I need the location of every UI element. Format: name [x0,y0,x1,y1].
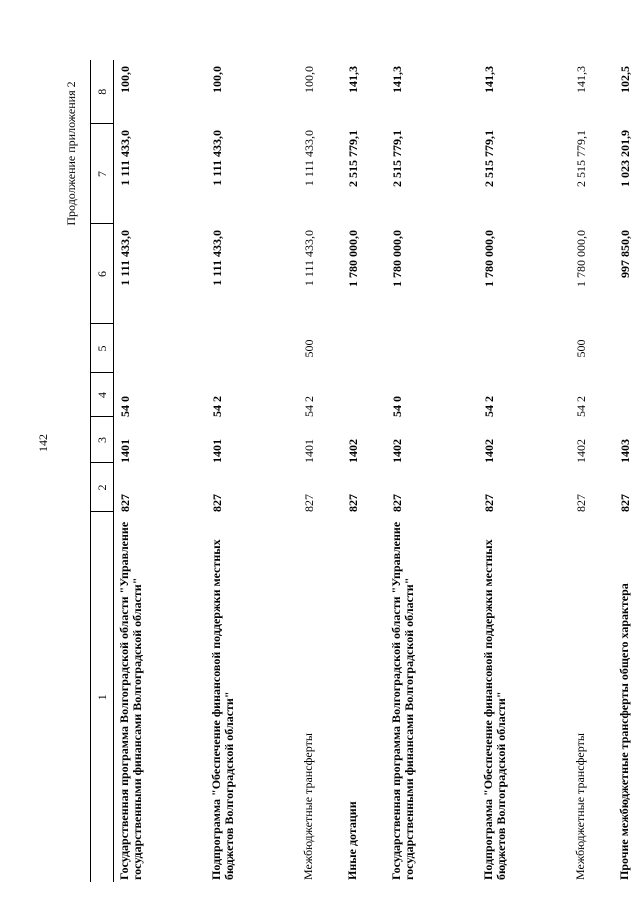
row-label-cell: Межбюджетные трансферты [573,733,587,880]
value-cell-c2: 827 [618,494,632,512]
value-cell-c3: 1403 [618,439,632,463]
row-label-cell: Подпрограмма "Обеспечение финансовой поддержки местных бюджетов Волгоградской области" [209,539,236,880]
value-cell-c6: 1 780 000,0 [346,230,360,287]
value-cell-c8: 102,5 [618,66,632,93]
value-cell-c3: 1401 [302,439,316,463]
value-cell-c5 [614,324,640,373]
value-cell-c2: 827 [390,494,404,512]
value-cell-c7: 2 515 779,1 [574,130,588,187]
value-cell-c3: 1402 [390,439,404,463]
row-label-cell: Подпрограмма "Обеспечение финансовой поддержки местных бюджетов Волгоградской области" [481,539,508,880]
value-cell-c8: 100,0 [302,66,316,93]
value-cell-c6: 1 111 433,0 [210,230,224,286]
value-cell-c5 [342,324,386,373]
value-cell-c5: 500 [302,339,316,358]
value-cell-c7: 1 111 433,0 [302,130,316,187]
header-cell: 8 [91,60,114,124]
value-cell-c3: 1402 [482,439,496,463]
value-cell-c4: 54 2 [210,396,224,417]
value-cell-c3: 1401 [118,439,132,463]
value-cell-c6: 997 850,0 [618,230,632,278]
value-cell-c3: 1402 [574,439,588,463]
appendix-table [90,60,640,882]
header-cell: 3 [91,417,114,463]
value-cell-c8: 141,3 [482,66,496,93]
row-label-cell: Государственная программа Волгоградской области "Управление государственными финансами Волгоградской области" [389,521,416,880]
value-cell-c3: 1401 [210,439,224,463]
continuation-note: Продолжение приложения 2 [64,81,78,226]
table-row [478,60,570,882]
value-cell-c4 [614,373,640,417]
row-label-cell: Прочие межбюджетные трансферты общего характера [617,583,631,880]
header-cell: 1 [91,512,114,882]
value-cell-c7: 2 515 779,1 [390,130,404,187]
table-row [114,60,207,882]
value-cell-c2: 827 [118,494,132,512]
table-header-row [91,60,114,882]
value-cell-c7: 2 515 779,1 [346,130,360,187]
header-cell: 2 [91,463,114,512]
value-cell-c8: 141,3 [390,66,404,93]
value-cell-c4: 54 2 [482,396,496,417]
value-cell-c7: 2 515 779,1 [482,130,496,187]
value-cell-c4: 54 0 [118,396,132,417]
value-cell-c7: 1 111 433,0 [210,130,224,186]
row-label-cell: Государственная программа Волгоградской области "Управление государственными финансами Волгоградской области" [117,521,144,880]
value-cell-c8: 141,3 [346,66,360,93]
value-cell-c2: 827 [482,494,496,512]
value-cell-c8: 141,3 [574,66,588,93]
value-cell-c8: 100,0 [118,66,132,93]
table-row [570,60,614,882]
value-cell-c5 [386,324,478,373]
value-cell-c6: 1 780 000,0 [390,230,404,287]
value-cell-c5 [478,324,570,373]
value-cell-c6: 1 780 000,0 [574,230,588,287]
value-cell-c4 [342,373,386,417]
table-body [91,60,640,882]
header-cell: 7 [91,124,114,224]
table-row [298,60,342,882]
value-cell-c4: 54 2 [574,396,588,417]
table-row [206,60,298,882]
value-cell-c6: 1 111 433,0 [302,230,316,287]
value-cell-c6: 1 111 433,0 [118,230,132,286]
row-label-cell: Межбюджетные трансферты [301,733,315,880]
value-cell-c4: 54 0 [390,396,404,417]
value-cell-c3: 1402 [346,439,360,463]
value-cell-c7: 1 023 201,9 [618,130,632,187]
value-cell-c5 [114,324,207,373]
table-row [386,60,478,882]
row-label-cell: Иные дотации [345,801,359,880]
appendix-table-container [90,60,632,882]
value-cell-c8: 100,0 [210,66,224,93]
header-cell: 6 [91,224,114,324]
page-number: 142 [36,434,50,452]
table-row [614,60,640,882]
value-cell-c4: 54 2 [302,396,316,417]
value-cell-c2: 827 [574,494,588,512]
value-cell-c6: 1 780 000,0 [482,230,496,287]
table-row [342,60,386,882]
header-cell: 5 [91,324,114,373]
value-cell-c7: 1 111 433,0 [118,130,132,186]
value-cell-c2: 827 [210,494,224,512]
value-cell-c5 [206,324,298,373]
value-cell-c5: 500 [574,339,588,358]
value-cell-c2: 827 [302,494,316,512]
header-cell: 4 [91,373,114,417]
value-cell-c2: 827 [346,494,360,512]
